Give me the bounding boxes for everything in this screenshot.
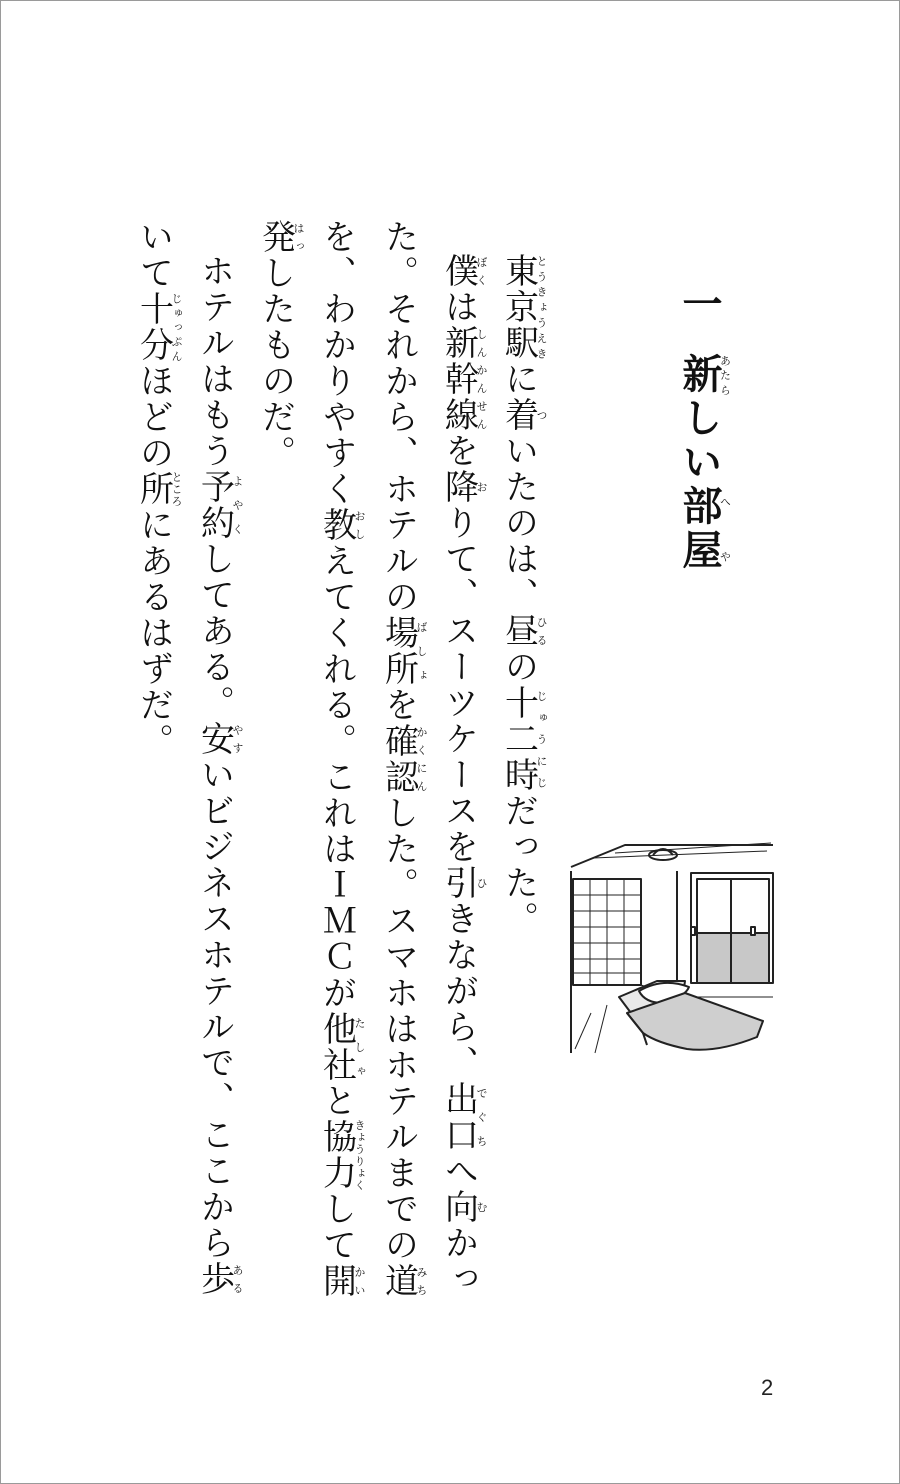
word-base: 道 [378, 1263, 419, 1299]
japanese-room-futon-illustration [567, 837, 781, 1057]
word-base: 他社 [316, 1011, 357, 1083]
word-base: 昼 [498, 613, 539, 649]
body-column-4 [315, 219, 366, 1299]
furigana-word [498, 253, 548, 361]
furigana-reading: でぐち [475, 1081, 488, 1153]
furigana-word [378, 723, 428, 795]
word-base: 発 [255, 219, 296, 255]
text-segment: は [438, 289, 479, 325]
word-base: 十二時 [498, 685, 539, 793]
word-base: 出口 [438, 1081, 479, 1153]
word-base: 歩 [194, 1261, 235, 1297]
word-base: 降 [438, 469, 479, 505]
furigana-word [194, 469, 244, 541]
furigana-word [438, 1189, 488, 1225]
body-column-6 [193, 253, 244, 1297]
furigana-word [316, 1011, 366, 1083]
furigana-reading: はっ [292, 219, 305, 255]
furigana-word [498, 685, 548, 793]
page-number: 2 [761, 1375, 774, 1400]
word-base: 僕 [438, 253, 479, 289]
furigana-reading: たしゃ [353, 1011, 366, 1083]
chapter-title-part: しい [676, 397, 722, 485]
furigana-word [194, 721, 244, 757]
furigana-word [438, 253, 488, 289]
text-segment: を、わかりやすく [316, 219, 357, 507]
furigana-word [316, 507, 366, 543]
chapter-title-part [676, 485, 732, 573]
furigana-word [498, 397, 548, 433]
text-segment: を [438, 433, 479, 469]
furigana-reading: みち [415, 1263, 428, 1299]
furigana-reading: ところ [170, 471, 183, 507]
furigana-word [255, 219, 305, 255]
word-base: 引 [438, 865, 479, 901]
word-base: 着 [498, 397, 539, 433]
furigana-reading: しんかんせん [475, 325, 488, 433]
furigana-reading: きょうりょく [353, 1119, 366, 1191]
furigana-reading: ひ [475, 865, 488, 901]
body-column-3 [377, 219, 428, 1299]
body-column-1 [497, 253, 548, 937]
word-base: 開 [316, 1263, 357, 1299]
furigana-reading: じゅうにじ [535, 685, 548, 793]
text-segment: へ [438, 1153, 479, 1189]
text-segment: ホテルはもう [194, 253, 235, 469]
furigana-word [438, 325, 488, 433]
text-segment: に [498, 361, 539, 397]
text-segment: かっ [438, 1225, 479, 1297]
word-base: 確認 [378, 723, 419, 795]
furigana-reading: よやく [231, 469, 244, 541]
text-segment: えてくれる。これはＩＭＣが [316, 543, 357, 1011]
furigana-word [378, 615, 428, 687]
body-column-2 [437, 253, 488, 1297]
text-segment: いて [133, 219, 174, 291]
text-segment: した。スマホはホテルまでの [378, 795, 419, 1263]
body-column-7 [132, 219, 183, 759]
furigana-reading: じゅっぷん [170, 291, 183, 363]
chapter-title-part [676, 353, 732, 397]
text-segment: してある。 [194, 541, 235, 721]
text-segment: したものだ。 [255, 255, 296, 471]
word-base: 所 [133, 471, 174, 507]
word-base: 予約 [194, 469, 235, 541]
furigana-reading: む [475, 1189, 488, 1225]
furigana-word [438, 865, 488, 901]
text-segment: と [316, 1083, 357, 1119]
furigana-reading: おし [353, 507, 366, 543]
text-segment: を [378, 687, 419, 723]
word-base: 十分 [133, 291, 174, 363]
chapter-title-ruby: あたら [718, 353, 732, 397]
chapter-title-ruby: へや [718, 485, 732, 573]
furigana-reading: ばしょ [415, 615, 428, 687]
text-segment: りて、スーツケースを [438, 505, 479, 865]
text-segment: きながら、 [438, 901, 479, 1081]
furigana-reading: とうきょうえき [535, 253, 548, 361]
chapter-number: 一 [676, 283, 722, 327]
furigana-reading: ひる [535, 613, 548, 649]
furigana-reading: かい [353, 1263, 366, 1299]
furigana-word [316, 1263, 366, 1299]
word-base: 協力 [316, 1119, 357, 1191]
chapter-title-base: 新 [676, 353, 722, 397]
chapter-title-text [676, 353, 732, 573]
furigana-word [194, 1261, 244, 1297]
furigana-word [498, 613, 548, 649]
text-segment: た。それから、ホテルの [378, 219, 419, 615]
text-segment: ほどの [133, 363, 174, 471]
body-column-5 [254, 219, 305, 471]
text-segment: にあるはずだ。 [133, 507, 174, 759]
furigana-reading: つ [535, 397, 548, 433]
furigana-word [133, 471, 183, 507]
word-base: 東京駅 [498, 253, 539, 361]
text-segment: いたのは、 [498, 433, 539, 613]
word-base: 安 [194, 721, 235, 757]
furigana-word [378, 1263, 428, 1299]
furigana-reading: お [475, 469, 488, 505]
text-segment: して [316, 1191, 357, 1263]
furigana-reading: ある [231, 1261, 244, 1297]
furigana-word [438, 1081, 488, 1153]
furigana-word [438, 469, 488, 505]
chapter-title [671, 283, 731, 573]
word-base: 向 [438, 1189, 479, 1225]
furigana-reading: ぼく [475, 253, 488, 289]
text-segment: の [498, 649, 539, 685]
furigana-reading: かくにん [415, 723, 428, 795]
word-base: 教 [316, 507, 357, 543]
furigana-word [316, 1119, 366, 1191]
word-base: 新幹線 [438, 325, 479, 433]
text-segment: だった。 [498, 793, 539, 937]
chapter-title-base: 部屋 [676, 485, 722, 573]
word-base: 場所 [378, 615, 419, 687]
furigana-word [133, 291, 183, 363]
furigana-reading: やす [231, 721, 244, 757]
text-segment: いビジネスホテルで、ここから [194, 757, 235, 1261]
